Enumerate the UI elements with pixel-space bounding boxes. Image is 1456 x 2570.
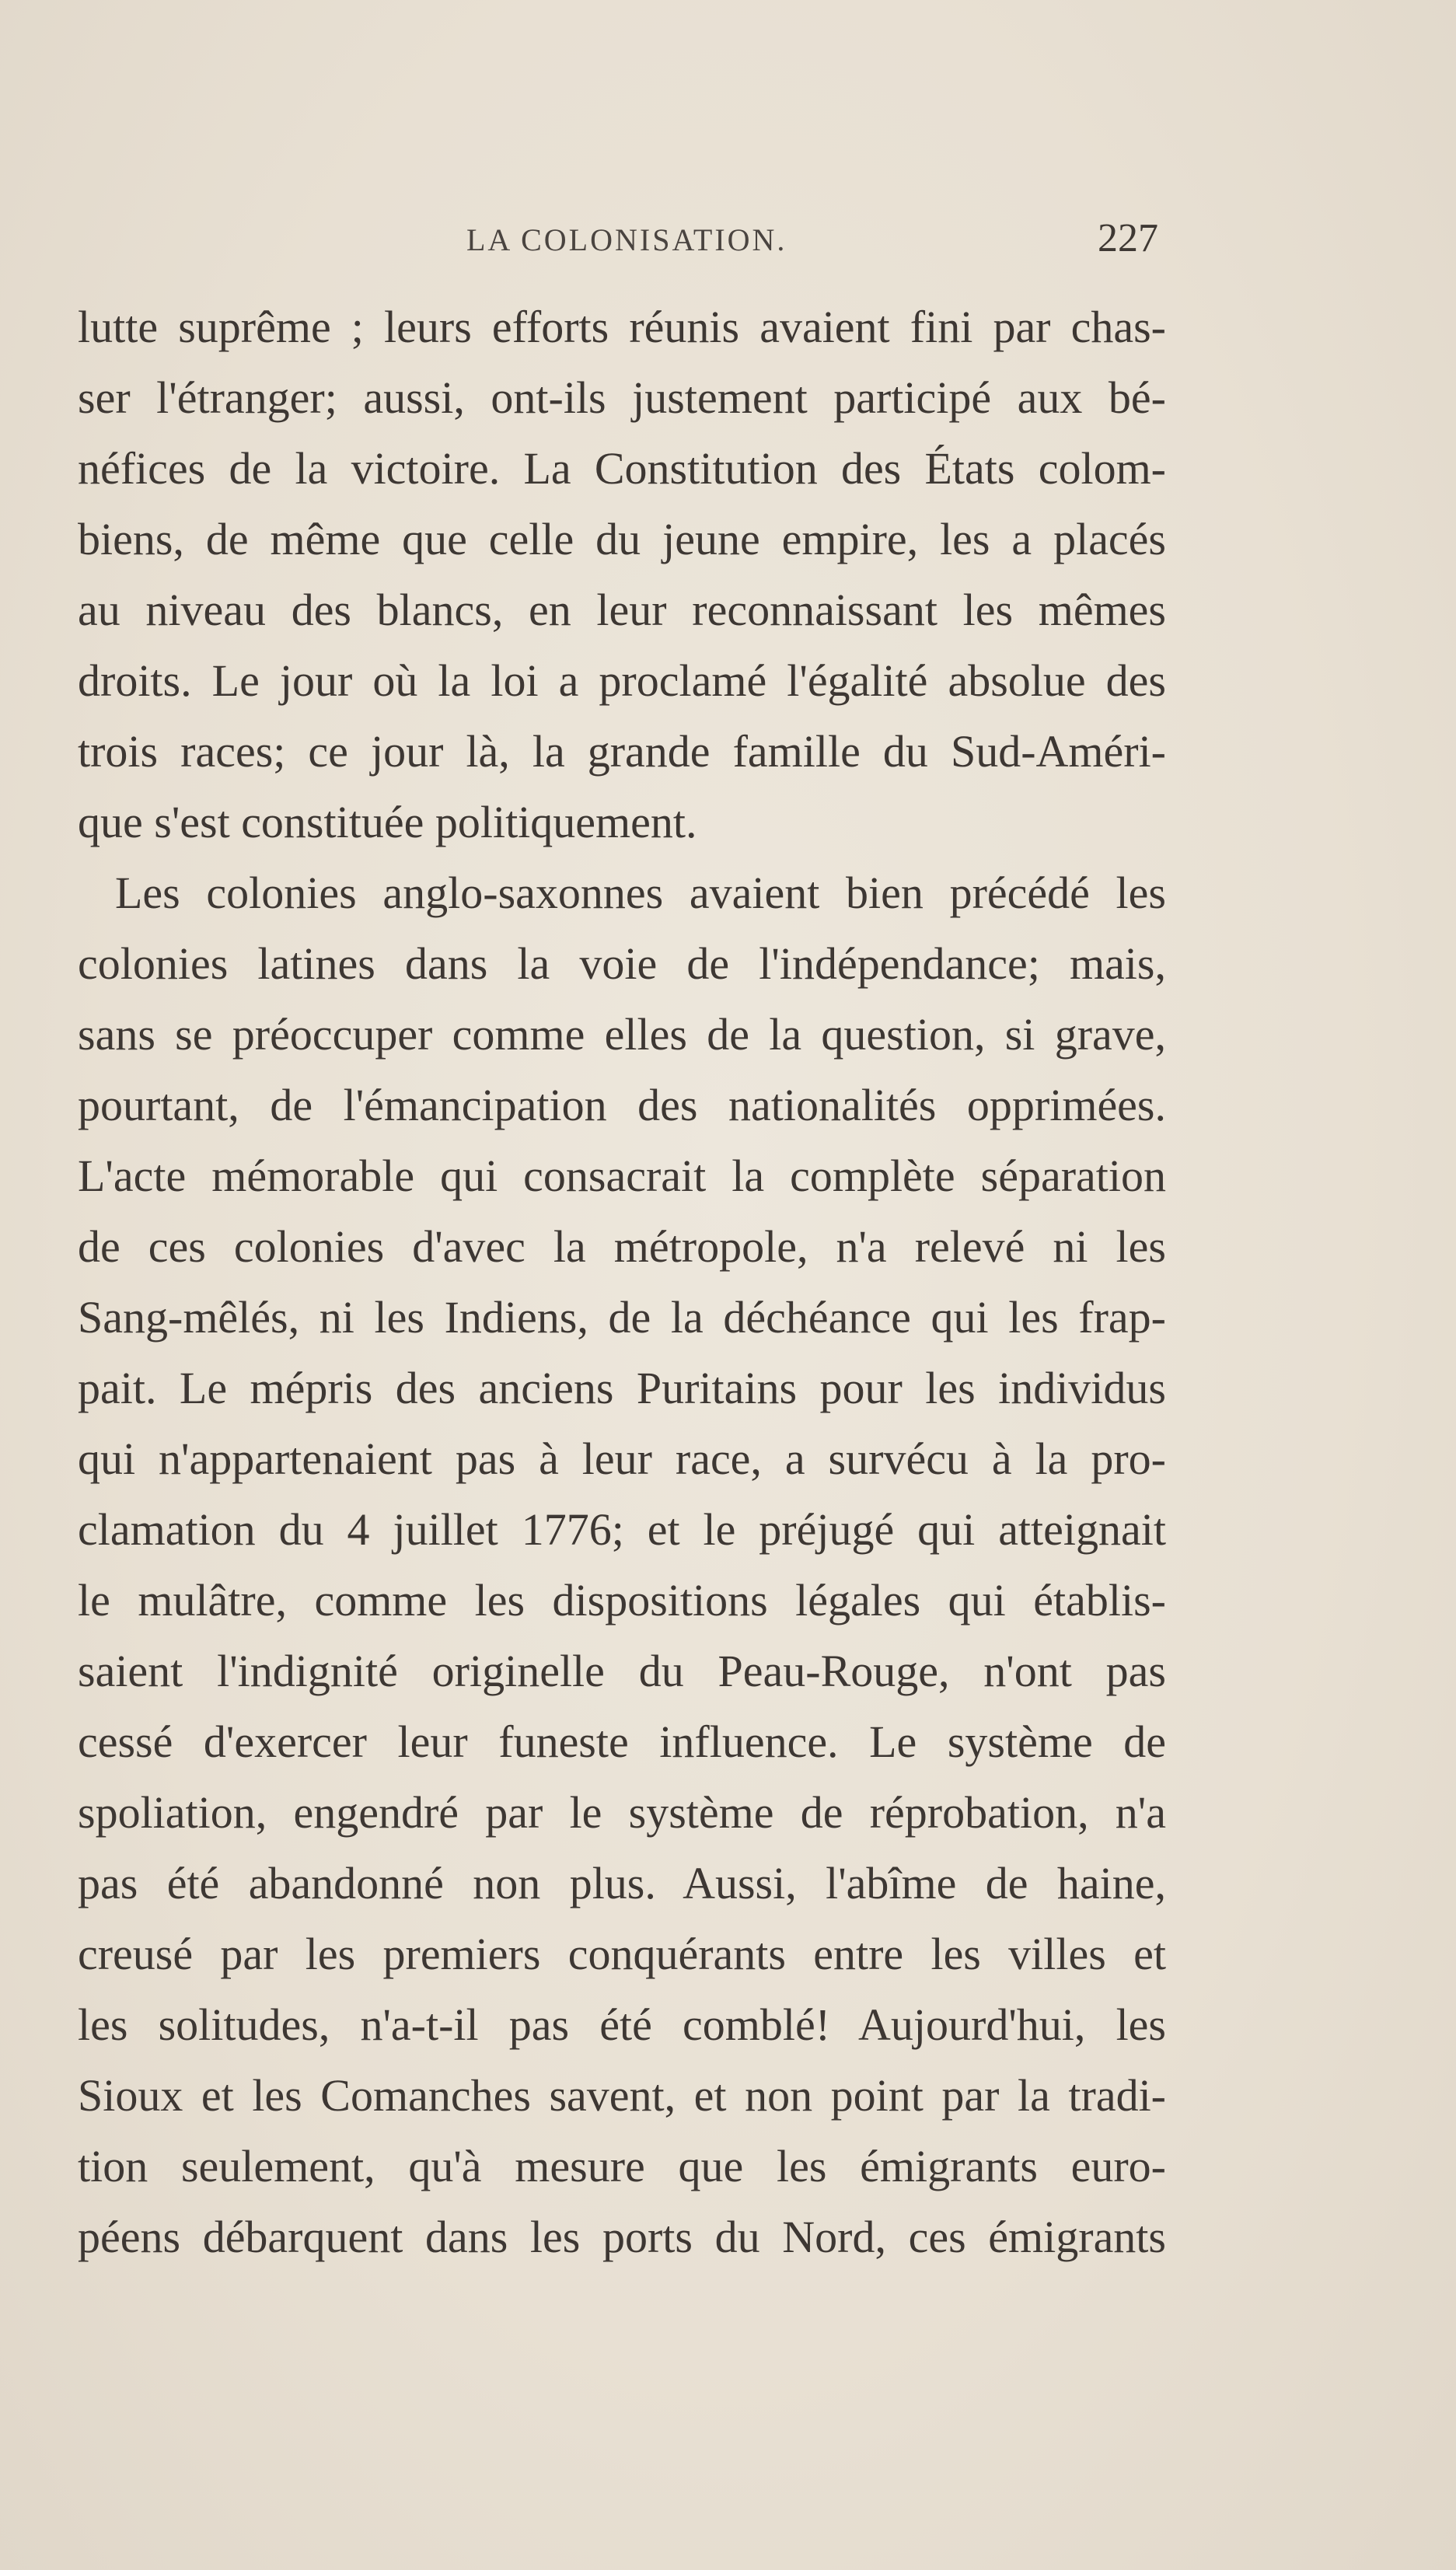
text-line: cessé d'exercer leur funeste influence. Le système de [78, 1716, 1166, 1767]
text-line: tion seulement, qu'à mesure que les émigrants euro- [78, 2141, 1166, 2191]
paragraph-2 [78, 857, 1166, 2272]
running-title: LA COLONISATION. [466, 222, 787, 257]
page-number: 227 [1098, 216, 1158, 260]
text-line: spoliation, engendré par le système de réprobation, n'a [78, 1787, 1166, 1838]
text-line: L'acte mémorable qui consacrait la complète séparation [78, 1151, 1166, 1201]
text-line: clamation du 4 juillet 1776; et le préjugé qui atteignait [78, 1504, 1166, 1555]
text-line: saient l'indignité originelle du Peau-Rouge, n'ont pas [78, 1646, 1166, 1696]
paragraph-1 [78, 292, 1166, 857]
text-line: pait. Le mépris des anciens Puritains pour les individus [78, 1363, 1166, 1413]
text-line: péens débarquent dans les ports du Nord, ces émigrants [78, 2212, 1166, 2262]
body-text [78, 292, 1166, 2272]
text-line: droits. Le jour où la loi a proclamé l'égalité absolue des [78, 655, 1166, 706]
text-line: que s'est constituée politiquement. [78, 797, 697, 847]
text-line: néfices de la victoire. La Constitution des États colom- [78, 443, 1166, 494]
text-line: lutte suprême ; leurs efforts réunis avaient fini par chas- [78, 302, 1166, 352]
text-line: de ces colonies d'avec la métropole, n'a relevé ni les [78, 1221, 1166, 1272]
text-line: creusé par les premiers conquérants entre les villes et [78, 1929, 1166, 1979]
text-line: qui n'appartenaient pas à leur race, a survécu à la pro- [78, 1433, 1166, 1484]
text-line: le mulâtre, comme les dispositions légales qui établis- [78, 1575, 1166, 1625]
text-line: Sioux et les Comanches savent, et non point par la tradi- [78, 2070, 1166, 2121]
text-line: les solitudes, n'a-t-il pas été comblé! Aujourd'hui, les [78, 1999, 1166, 2050]
text-line: pourtant, de l'émancipation des nationalités opprimées. [78, 1080, 1166, 1130]
text-line: ser l'étranger; aussi, ont-ils justement participé aux bé- [78, 372, 1166, 423]
text-line: Les colonies anglo-saxonnes avaient bien précédé les [115, 868, 1166, 918]
running-head [78, 216, 1158, 268]
text-line: biens, de même que celle du jeune empire, les a placés [78, 514, 1166, 564]
text-line: pas été abandonné non plus. Aussi, l'abîme de haine, [78, 1858, 1166, 1908]
text-line: au niveau des blancs, en leur reconnaissant les mêmes [78, 585, 1166, 635]
text-line: colonies latines dans la voie de l'indépendance; mais, [78, 938, 1166, 989]
text-line: sans se préoccuper comme elles de la question, si grave, [78, 1009, 1166, 1060]
text-line: trois races; ce jour là, la grande famille du Sud-Améri- [78, 726, 1166, 777]
text-line: Sang-mêlés, ni les Indiens, de la déchéance qui les frap- [78, 1292, 1166, 1343]
